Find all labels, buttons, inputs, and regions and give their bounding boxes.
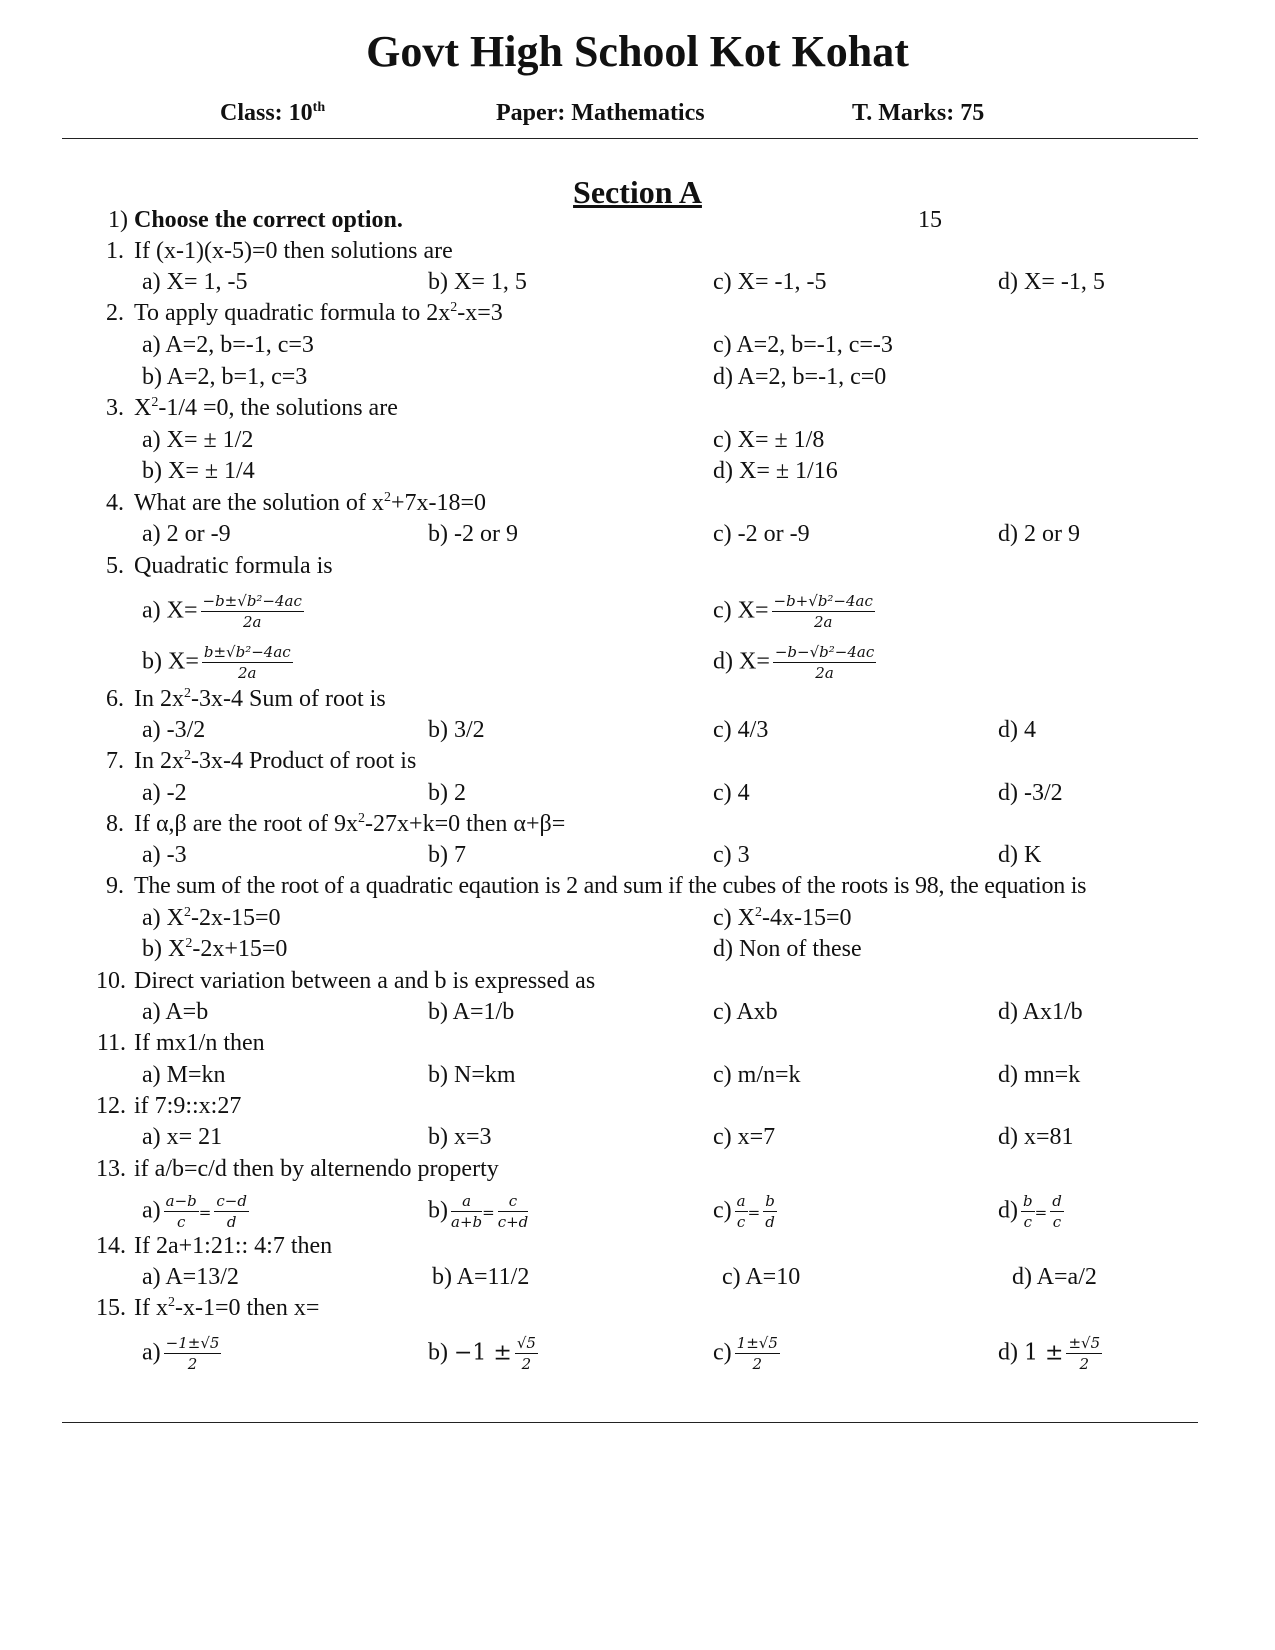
- option-d: d) 1 ± $\frac{\pm√5}{2}$: [998, 1334, 1101, 1373]
- option-c: c) $X^2-4x-15=0$: [713, 905, 852, 931]
- question-text: If (x-1)(x-5)=0 then solutions are: [134, 238, 453, 264]
- option-a: a) $\frac{-1\pm√5}{2}$: [142, 1334, 220, 1373]
- option-c: c) $\frac{1\pm√5}{2}$: [713, 1334, 778, 1373]
- question-5-options-row1: [0, 592, 1275, 631]
- option-c: c) -2 or -9: [713, 521, 810, 547]
- question-number: 11.: [96, 1030, 126, 1056]
- question-5: [0, 550, 1275, 583]
- root-fraction: $\frac{1\pm√5}{2}$: [736, 1334, 778, 1373]
- option-c: c) 4: [713, 780, 750, 806]
- option-d: d) A=a/2: [1012, 1264, 1097, 1290]
- option-a: a) X= 1, -5: [142, 269, 248, 295]
- option-b: b) $X^2-2x+15=0$: [142, 936, 288, 962]
- question-3: [0, 392, 1275, 425]
- root-fraction: $\frac{\pm√5}{2}$: [1068, 1334, 1101, 1373]
- option-d: d) Non of these: [713, 936, 862, 962]
- option-b: b) $\frac{a}{a+b}$ = $\frac{c}{c+d}$: [428, 1192, 529, 1231]
- option-a: a) -3/2: [142, 717, 206, 743]
- question-15-options: [0, 1334, 1275, 1373]
- question-number: 10.: [96, 968, 126, 994]
- class-label: Class: 10th: [220, 100, 326, 126]
- option-d: d) mn=k: [998, 1062, 1081, 1088]
- ratio-fraction: $\frac{d}{c}$: [1052, 1192, 1062, 1231]
- question-number: 15.: [96, 1295, 126, 1321]
- question-number: 14.: [96, 1233, 126, 1259]
- question-1-options: [0, 266, 1275, 299]
- question-text: To apply quadratic formula to $2x^2-x=3$: [134, 300, 503, 326]
- school-title: Govt High School Kot Kohat: [366, 27, 909, 76]
- option-d: d) A=2, b=-1, c=0: [713, 364, 887, 390]
- question-9-options-row1: [0, 902, 1275, 935]
- question-number: 2.: [106, 300, 124, 326]
- option-c: c) A=2, b=-1, c=-3: [713, 332, 893, 358]
- marks-label: T. Marks: 75: [852, 100, 985, 126]
- question-6-options: [0, 714, 1275, 747]
- question-4-options: [0, 518, 1275, 551]
- option-c: c) X= $\frac{\text{−b+√b²−4ac}}{2a}$: [713, 592, 873, 631]
- option-b: b) 7: [428, 842, 466, 868]
- option-b: b) X= 1, 5: [428, 269, 527, 295]
- question-15: [0, 1292, 1275, 1325]
- root-fraction: $\frac{-1\pm√5}{2}$: [165, 1334, 220, 1373]
- option-c: c) m/n=k: [713, 1062, 801, 1088]
- option-b: b) -2 or 9: [428, 521, 518, 547]
- option-a: a) M=kn: [142, 1062, 226, 1088]
- footer-divider: [62, 1422, 1198, 1423]
- question-text: In $2x^2-3x-4$ Product of root is: [134, 748, 417, 774]
- question-text: Quadratic formula is: [134, 553, 333, 579]
- question-number: 8.: [106, 811, 124, 837]
- question-3-options-row2: [0, 455, 1275, 488]
- option-d: d) K: [998, 842, 1042, 868]
- question-text: $X^2-1/4 =0$, the solutions are: [134, 395, 398, 421]
- question-text: If α,β are the root of $9x^2-27x+k=0$ then α+β=: [134, 811, 566, 837]
- question-number: 6.: [106, 686, 124, 712]
- option-d: d) Ax1/b: [998, 999, 1083, 1025]
- formula-fraction: $\frac{\text{b±√b²−4ac}}{2a}$: [203, 643, 291, 682]
- question-number: 3.: [106, 395, 124, 421]
- option-a: a) -3: [142, 842, 187, 868]
- formula-fraction: $\frac{\text{−b±√b²−4ac}}{2a}$: [202, 592, 302, 631]
- question-13-options: [0, 1192, 1275, 1231]
- question-9: [0, 870, 1275, 903]
- option-b: b) X= $\frac{\text{b±√b²−4ac}}{2a}$: [142, 643, 291, 682]
- question-number: 1.: [106, 238, 124, 264]
- question-text: if 7:9::x:27: [134, 1093, 242, 1119]
- option-b: b) X= ± 1/4: [142, 458, 255, 484]
- question-3-options-row1: [0, 424, 1275, 457]
- question-8: [0, 808, 1275, 841]
- question-text: If mx1/n then: [134, 1030, 265, 1056]
- question-number: 12.: [96, 1093, 126, 1119]
- question-6: [0, 683, 1275, 716]
- question-1: [0, 235, 1275, 268]
- question-number: 7.: [106, 748, 124, 774]
- question-text: What are the solution of $x^2+7x-18=0$: [134, 490, 486, 516]
- paper-label: Paper: Mathematics: [496, 100, 705, 126]
- option-b: b) A=1/b: [428, 999, 515, 1025]
- question-number: 4.: [106, 490, 124, 516]
- option-d: d) $\frac{b}{c}$ = $\frac{d}{c}$: [998, 1192, 1062, 1231]
- option-a: a) -2: [142, 780, 187, 806]
- ratio-fraction: $\frac{c}{c+d}$: [497, 1192, 529, 1231]
- option-c: c) X= -1, -5: [713, 269, 827, 295]
- question-text: Direct variation between a and b is expressed as: [134, 968, 596, 994]
- option-d: d) x=81: [998, 1124, 1074, 1150]
- option-d: d) X= $\frac{\text{−b−√b²−4ac}}{2a}$: [713, 643, 875, 682]
- question-7-options: [0, 777, 1275, 810]
- question-text: If 2a+1:21:: 4:7 then: [134, 1233, 333, 1259]
- question-8-options: [0, 839, 1275, 872]
- option-b: b) A=11/2: [432, 1264, 530, 1290]
- question-number: 13.: [96, 1156, 126, 1182]
- option-d: d) -3/2: [998, 780, 1063, 806]
- option-b: b) 3/2: [428, 717, 485, 743]
- option-c: c) x=7: [713, 1124, 776, 1150]
- question-12-options: [0, 1121, 1275, 1154]
- question-text: if a/b=c/d then by alternendo property: [134, 1156, 499, 1182]
- header-divider: [62, 138, 1198, 139]
- ratio-fraction: $\frac{b}{d}$: [765, 1192, 775, 1231]
- option-b: b) x=3: [428, 1124, 492, 1150]
- section-title: Section A: [573, 174, 702, 210]
- option-a: a) A=b: [142, 999, 209, 1025]
- instruction-marks: 15: [918, 207, 942, 233]
- question-13: [0, 1153, 1275, 1186]
- ratio-fraction: $\frac{b}{c}$: [1023, 1192, 1033, 1231]
- question-text: The sum of the root of a quadratic eqaution is 2 and sum if the cubes of the roots is 98, the equation is: [134, 873, 1087, 899]
- question-10: [0, 965, 1275, 998]
- question-2-options-row2: [0, 361, 1275, 394]
- option-b: b) N=km: [428, 1062, 516, 1088]
- question-number: 9.: [106, 873, 124, 899]
- option-d: d) 2 or 9: [998, 521, 1080, 547]
- question-text: If $x^2-x-1=0$ then x=: [134, 1295, 320, 1321]
- ratio-fraction: $\frac{a}{c}$: [736, 1192, 746, 1231]
- option-c: c) 3: [713, 842, 750, 868]
- option-a: a) A=2, b=-1, c=3: [142, 332, 314, 358]
- option-c: c) $\frac{a}{c}$ = $\frac{b}{d}$: [713, 1192, 775, 1231]
- question-10-options: [0, 996, 1275, 1029]
- option-a: a) $\frac{a-b}{c}$ = $\frac{c-d}{d}$: [142, 1192, 247, 1231]
- ratio-fraction: $\frac{a-b}{c}$: [165, 1192, 197, 1231]
- option-b: b) 2: [428, 780, 466, 806]
- question-2-options-row1: [0, 329, 1275, 362]
- instruction-row: [0, 204, 1275, 237]
- formula-fraction: $\frac{\text{−b+√b²−4ac}}{2a}$: [773, 592, 873, 631]
- option-c: c) X= ± 1/8: [713, 427, 825, 453]
- question-number: 5.: [106, 553, 124, 579]
- option-c: c) 4/3: [713, 717, 769, 743]
- option-a: a) X= ± 1/2: [142, 427, 254, 453]
- option-a: a) A=13/2: [142, 1264, 239, 1290]
- ratio-fraction: $\frac{c-d}{d}$: [216, 1192, 247, 1231]
- option-a: a) $X^2-2x-15=0$: [142, 905, 281, 931]
- question-14-options: [0, 1261, 1275, 1294]
- question-2: [0, 297, 1275, 330]
- question-9-options-row2: [0, 933, 1275, 966]
- option-a: a) x= 21: [142, 1124, 223, 1150]
- option-d: d) X= ± 1/16: [713, 458, 838, 484]
- option-d: d) 4: [998, 717, 1036, 743]
- option-b: b) −1 ± $\frac{√5}{2}$: [428, 1334, 536, 1373]
- instruction-number: 1): [108, 207, 128, 233]
- option-d: d) X= -1, 5: [998, 269, 1105, 295]
- option-c: c) A=10: [722, 1264, 801, 1290]
- root-fraction: $\frac{√5}{2}$: [516, 1334, 536, 1373]
- option-c: c) Axb: [713, 999, 778, 1025]
- question-4: [0, 487, 1275, 520]
- ratio-fraction: $\frac{a}{a+b}$: [451, 1192, 483, 1231]
- question-14: [0, 1230, 1275, 1263]
- question-7: [0, 745, 1275, 778]
- option-b: b) A=2, b=1, c=3: [142, 364, 308, 390]
- question-5-options-row2: [0, 643, 1275, 682]
- formula-fraction: $\frac{\text{−b−√b²−4ac}}{2a}$: [774, 643, 875, 682]
- question-text: In $2x^2-3x-4$ Sum of root is: [134, 686, 386, 712]
- option-a: a) X= $\frac{\text{−b±√b²−4ac}}{2a}$: [142, 592, 302, 631]
- question-11: [0, 1027, 1275, 1060]
- instruction-text: Choose the correct option.: [134, 207, 403, 233]
- question-11-options: [0, 1059, 1275, 1092]
- option-a: a) 2 or -9: [142, 521, 231, 547]
- question-12: [0, 1090, 1275, 1123]
